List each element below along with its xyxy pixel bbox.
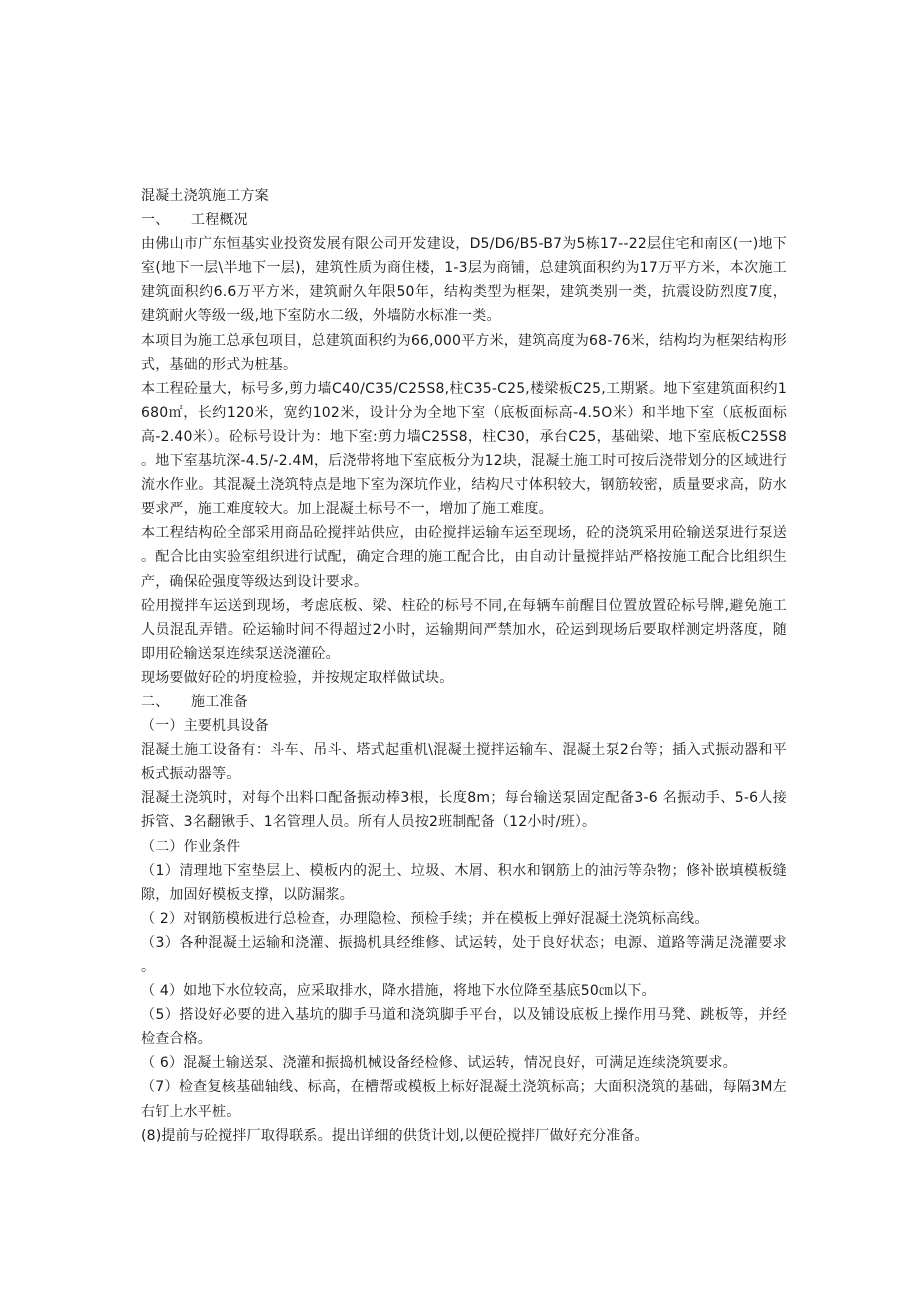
- paragraph: 本项目为施工总承包项目，总建筑面积约为66,000平方米，建筑高度为68-76米，结构均为框架结构形式，基础的形式为桩基。: [141, 332, 787, 373]
- document-body: [141, 184, 787, 1148]
- list-item: （7）检查复核基础轴线、标高，在槽帮或模板上标好混凝土浇筑标高；大面积浇筑的基础，每隔3M左右钉上水平桩。: [141, 1079, 787, 1120]
- section-title-1: 工程概况: [191, 212, 248, 229]
- list-item: （ 4）如地下水位较高，应采取排水，降水措施，将地下水位降至基底50㎝以下。: [141, 983, 656, 1000]
- list-item: (8)提前与砼搅拌厂取得联系。提出详细的供货计划,以便砼搅拌厂做好充分准备。: [141, 1127, 649, 1144]
- section-number-2: 二、: [141, 693, 170, 710]
- list-item: （3）各种混凝土运输和浇灌、振捣机具经维修、试运转，处于良好状态；电源、道路等满足浇灌要求。: [141, 934, 787, 975]
- list-item: （5）搭设好必要的进入基坑的脚手马道和浇筑脚手平台，以及铺设底板上操作用马凳、跳板等，并经检查合格。: [141, 1007, 787, 1048]
- paragraph: 由佛山市广东恒基实业投资发展有限公司开发建设，D5/D6/B5-B7为5栋17--22层住宅和南区(一)地下室(地下一层\半地下一层)，建筑性质为商住楼，1-3层为商铺，总建筑面积约为17万平方米，本次施工建筑面积约6.6万平方米，建筑耐久年限50年，结构类型为框架，建筑类别一类，抗震设防烈度7度，建筑耐火等级一级,地下室防水二级，外墙防水标准一类。: [141, 236, 787, 325]
- section-number-1: 一、: [141, 212, 170, 229]
- section-heading-1: [141, 208, 787, 232]
- subsection-heading-2: （二）作业条件: [141, 838, 241, 855]
- section-heading-2: [141, 690, 787, 714]
- section-title-2: 施工准备: [191, 693, 248, 710]
- subsection-heading-1: （一）主要机具设备: [141, 718, 269, 735]
- list-item: （ 2）对钢筋模板进行总检查，办理隐检、预检手续；并在模板上弹好混凝土浇筑标高线。: [141, 910, 709, 927]
- paragraph: 混凝土浇筑时，对每个出料口配备振动棒3根，长度8m；每台输送泵固定配备3-6 名振动手、5-6人接拆管、3名翻锹手、1名管理人员。所有人员按2班制配备（12小时/班）。: [141, 790, 787, 831]
- paragraph: 现场要做好砼的坍度检验，并按规定取样做试块。: [141, 669, 454, 686]
- paragraph: 本工程砼量大，标号多,剪力墙C40/C35/C25S8,柱C35-C25,楼梁板C25,工期紧。地下室建筑面积约1680㎡，长约120米，宽约102米，设计分为全地下室（底板面标高-4.5O米）和半地下室（底板面标高-2.40米）。砼标号设计为：地下室:剪力墙C25S8，柱C30，承台C25，基础梁、地下室底板C25S8。地下室基坑深-4.5/-2.4M，后浇带将地下室底板分为12块，混凝土施工时可按后浇带划分的区域进行流水作业。其混凝土浇筑特点是地下室为深坑作业，结构尺寸体积较大，钢筋较密，质量要求高，防水要求严，施工难度较大。加上混凝土标号不一，增加了施工难度。: [141, 380, 787, 518]
- paragraph: 本工程结构砼全部采用商品砼搅拌站供应，由砼搅拌运输车运至现场，砼的浇筑采用砼输送泵进行泵送。配合比由实验室组织进行试配，确定合理的施工配合比，由自动计量搅拌站严格按施工配合比组织生产，确保砼强度等级达到设计要求。: [141, 525, 787, 590]
- paragraph: 混凝土施工设备有：斗车、吊斗、塔式起重机\混凝土搅拌运输车、混凝土泵2台等；插入式振动器和平板式振动器等。: [141, 742, 787, 783]
- document-title: 混凝土浇筑施工方案: [141, 188, 269, 204]
- list-item: （1）清理地下室垫层上、模板内的泥土、垃圾、木屑、积水和钢筋上的油污等杂物；修补嵌填模板缝隙，加固好模板支撑，以防漏浆。: [141, 862, 787, 903]
- paragraph: 砼用搅拌车运送到现场，考虑底板、梁、柱砼的标号不同,在每辆车前醒目位置放置砼标号牌,避免施工人员混乱弄错。砼运输时间不得超过2小时，运输期间严禁加水，砼运到现场后要取样测定坍落度，随即用砼输送泵连续泵送浇灌砼。: [141, 597, 787, 662]
- list-item: （ 6）混凝土输送泵、浇灌和振捣机械设备经检修、试运转，情况良好，可满足连续浇筑要求。: [141, 1055, 737, 1072]
